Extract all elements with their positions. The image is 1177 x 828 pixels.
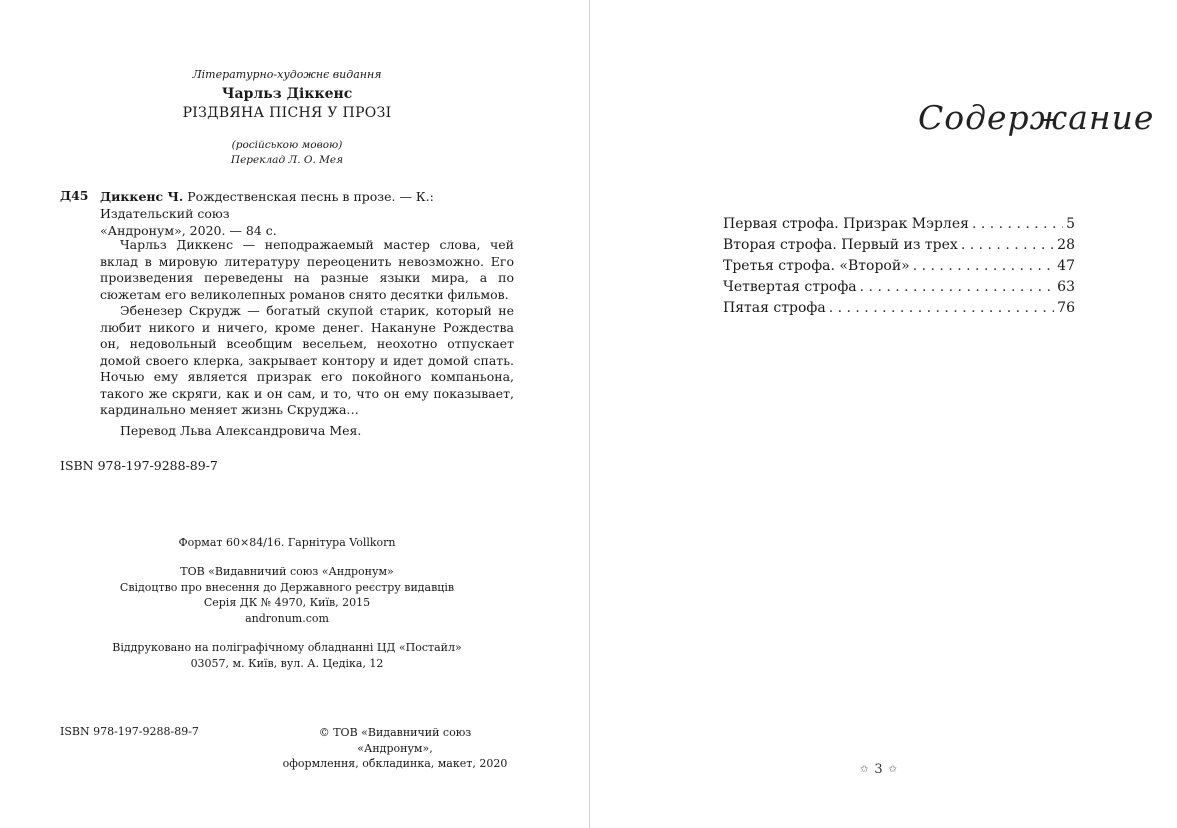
abstract-paragraph-2: Эбенезер Скрудж — богатый скупой старик, который не любит никого и ничего, кроме денег. Накануне Рождества он, недовольный всеобщим весельем, неохотно отпускает домой своего клерка, закрывает контору и идет домой спать. Ночью ему является призрак его покойного компаньона, такого же скряги, как и он сам, и то, что он ему показывает, кардинально меняет жизнь Скруджа… xyxy=(100,303,514,417)
imprint-type: Літературно-художнє видання xyxy=(192,68,382,81)
toc-leader-dots xyxy=(913,256,1054,277)
toc-leader-dots xyxy=(961,235,1054,256)
language-note: (російською мовою) xyxy=(231,139,343,151)
toc-item[interactable] xyxy=(723,298,1075,319)
publisher-line-4: andronum.com xyxy=(245,611,329,625)
publisher-line-3: Серія ДК № 4970, Київ, 2015 xyxy=(203,596,371,609)
format-line: Формат 60×84/16. Гарнітура Vollkorn xyxy=(178,536,396,549)
toc-item-label: Вторая строфа. Первый из трех xyxy=(723,237,958,253)
table-of-contents xyxy=(723,214,1075,319)
toc-item-page: 47 xyxy=(1057,258,1075,274)
toc-item-page: 28 xyxy=(1057,237,1075,253)
catalog-line1: Рождественская песнь в прозе. — К.: Издательский союз xyxy=(100,189,434,221)
translation-note: Перевод Льва Александровича Мея. xyxy=(120,423,362,438)
toc-item[interactable] xyxy=(723,277,1075,298)
printer-line-2: 03057, м. Київ, вул. А. Цедіка, 12 xyxy=(190,656,384,670)
toc-item-label: Третья строфа. «Второй» xyxy=(723,258,910,274)
printer-info xyxy=(60,640,514,671)
toc-item[interactable] xyxy=(723,235,1075,256)
catalog-code: Д45 xyxy=(60,188,89,203)
isbn-bottom: ISBN 978-197-9288-89-7 xyxy=(60,725,199,738)
catalog-entry xyxy=(100,188,514,239)
catalog-line2: «Андронум», 2020. — 84 с. xyxy=(100,223,277,238)
right-page xyxy=(590,0,1177,828)
isbn-main: ISBN 978-197-9288-89-7 xyxy=(60,458,218,473)
publisher-line-1: ТОВ «Видавничий союз «Андронум» xyxy=(180,565,394,578)
abstract xyxy=(100,237,514,419)
toc-leader-dots xyxy=(829,298,1054,319)
copyright-line-2: оформлення, обкладинка, макет, 2020 xyxy=(282,757,508,770)
copyright xyxy=(282,725,508,772)
printer-line-1: Віддруковано на поліграфічному обладнанні ЦД «Постайл» xyxy=(112,641,462,654)
toc-item[interactable] xyxy=(723,214,1075,235)
toc-title: Содержание xyxy=(918,98,1155,137)
catalog-author: Диккенс Ч. xyxy=(100,189,184,204)
toc-item-label: Первая строфа. Призрак Мэрлея xyxy=(723,216,969,232)
star-ornament-icon: ✩ xyxy=(860,764,869,775)
book-title: РІЗДВЯНА ПІСНЯ У ПРОЗІ xyxy=(182,105,392,121)
author-name: Чарльз Діккенс xyxy=(221,86,353,102)
toc-leader-dots xyxy=(972,214,1063,235)
toc-item-label: Четвертая строфа xyxy=(723,279,857,295)
toc-item-page: 5 xyxy=(1066,216,1075,232)
toc-leader-dots xyxy=(860,277,1055,298)
toc-item-page: 63 xyxy=(1057,279,1075,295)
copyright-line-1: © ТОВ «Видавничий союз «Андронум», xyxy=(318,726,472,755)
toc-item-label: Пятая строфа xyxy=(723,300,826,316)
page-number-footer xyxy=(860,762,897,777)
translator-note: Переклад Л. О. Мея xyxy=(230,154,344,166)
publisher-line-2: Свідоцтво про внесення до Державного реєстру видавців xyxy=(119,580,455,594)
publisher-info xyxy=(60,564,514,626)
toc-item[interactable] xyxy=(723,256,1075,277)
toc-item-page: 76 xyxy=(1057,300,1075,316)
abstract-paragraph-1: Чарльз Диккенс — неподражаемый мастер слова, чей вклад в мировую литературу переоценить невозможно. Его произведения переведены на разные языки мира, а по сюжетам его великолепных романов снято десятки фильмов. xyxy=(100,237,514,302)
page-number: 3 xyxy=(874,762,883,777)
star-ornament-icon: ✩ xyxy=(888,764,898,775)
